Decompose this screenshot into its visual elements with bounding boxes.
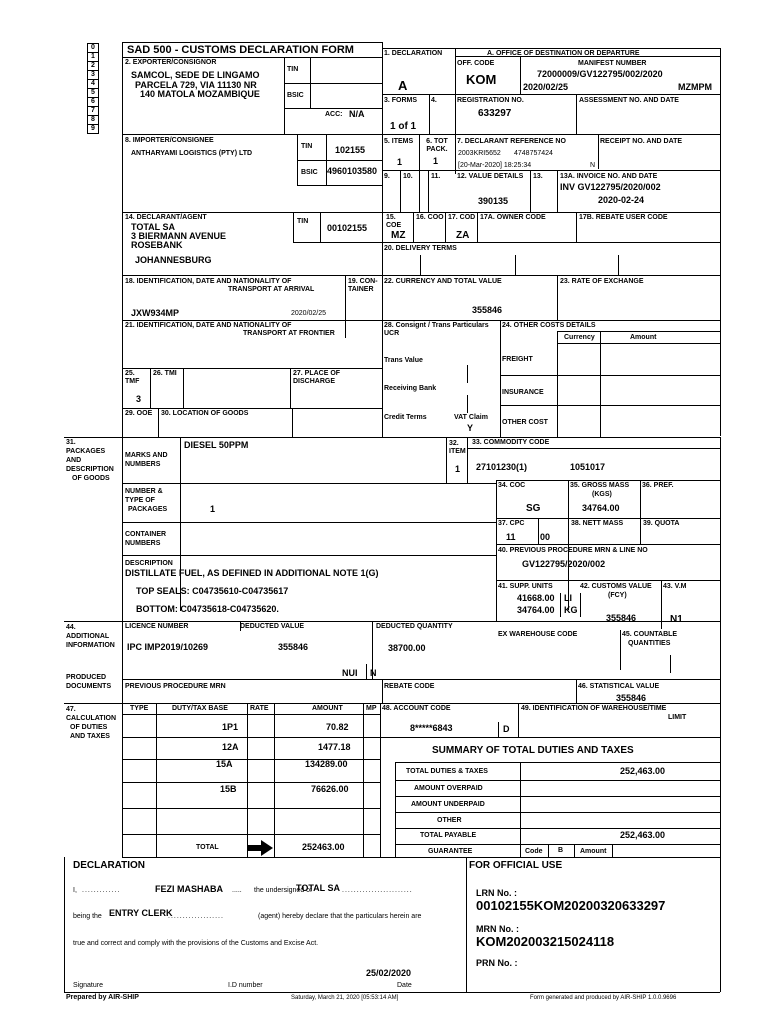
mzmpm-value: MZMPM — [678, 82, 712, 92]
supp-unit2-uom: KG — [564, 605, 578, 615]
supp-unit1: 41668.00 — [517, 593, 555, 603]
declarant-line3: ROSEBANK — [131, 240, 183, 250]
calc-total-value: 252463.00 — [302, 842, 345, 852]
calc-header-amount: AMOUNT — [312, 705, 343, 712]
desc-line3: BOTTOM: C04735618-C04735620. — [136, 604, 279, 614]
generated-by: Form generated and produced by AIR-SHIP 1.0.0.9696 — [530, 995, 677, 1001]
box23-label: 23. RATE OF EXCHANGE — [560, 278, 644, 285]
code-label: Code — [525, 848, 543, 855]
box19-label2: TAINER — [348, 286, 374, 293]
box41-label: 41. SUPP. UNITS — [498, 583, 553, 590]
importer-bsic-label: BSIC — [301, 169, 318, 176]
box28-label2: UCR — [384, 330, 400, 337]
reg-label: REGISTRATION NO. — [457, 97, 524, 104]
side-number: 9 — [87, 124, 99, 134]
insurance-label: INSURANCE — [502, 389, 544, 396]
items-value: 1 — [397, 157, 403, 167]
acc-label: ACC: — [325, 111, 343, 118]
box20-label: 20. DELIVERY TERMS — [384, 245, 457, 252]
box44-l1: 44. — [66, 624, 76, 631]
value-details: 390135 — [478, 196, 509, 206]
total-duties-value: 252,463.00 — [620, 766, 666, 776]
desc-label: DESCRIPTION — [125, 560, 173, 567]
declaration-i: I, — [73, 887, 77, 894]
box35-label2: (KGS) — [592, 491, 612, 498]
n-value: N — [370, 668, 377, 678]
ref3: [20-Mar-2020] 18:25:34 — [458, 162, 532, 169]
declaration-company: TOTAL SA — [296, 883, 341, 893]
supp-unit2: 34764.00 — [517, 605, 555, 615]
calc-header-type: TYPE — [130, 705, 149, 712]
produced-l2: DOCUMENTS — [66, 683, 112, 690]
nui-label: NUI — [342, 668, 358, 678]
calc-type: 12A — [222, 742, 239, 752]
arrow-right-icon — [247, 840, 273, 856]
importer-tin-label: TIN — [301, 143, 313, 150]
box4-label: 4. — [431, 97, 437, 104]
calc-amount: 70.82 — [326, 722, 349, 732]
box30-label: 30. LOCATION OF GOODS — [161, 410, 249, 417]
box17b-label: 17B. REBATE USER CODE — [579, 214, 668, 221]
ref1: 2003KRI5652 — [458, 150, 501, 157]
side-number: 6 — [87, 97, 99, 107]
calc-total-label: TOTAL — [196, 844, 219, 851]
side-number: 1 — [87, 52, 99, 62]
vat-claim-label: VAT Claim — [454, 414, 488, 421]
transport-arrival-date: 2020/02/25 — [291, 310, 327, 317]
overpaid-label: AMOUNT OVERPAID — [414, 785, 483, 792]
declarant-line2: 3 BIERMANN AVENUE — [131, 231, 227, 241]
box27-label2: DISCHARGE — [293, 378, 336, 385]
statistical-value: 355846 — [616, 693, 647, 703]
form-title: SAD 500 - CUSTOMS DECLARATION FORM — [127, 44, 354, 56]
receipt-label: RECEIPT NO. AND DATE — [600, 138, 683, 145]
box40-label: 40. PREVIOUS PROCEDURE MRN & LINE NO — [498, 547, 648, 554]
total-value: 355846 — [472, 305, 503, 315]
num-label2: TYPE OF — [125, 497, 155, 504]
side-number: 3 — [87, 70, 99, 80]
calc-type: 15B — [220, 784, 237, 794]
box39-label: 39. QUOTA — [643, 520, 680, 527]
box10-label: 10. — [403, 173, 413, 180]
box31-l5: OF GOODS — [72, 475, 110, 482]
date-label: Date — [397, 982, 412, 989]
box35-label1: 35. GROSS MASS — [570, 482, 630, 489]
tmf-value: 3 — [136, 394, 142, 404]
declaration-being: being the — [73, 913, 102, 920]
calc-type: 1P1 — [222, 722, 239, 732]
mrn-label: MRN No. : — [476, 924, 519, 934]
calc-amount: 76626.00 — [311, 784, 349, 794]
box44-l2: ADDITIONAL — [66, 633, 110, 640]
declaration-title: DECLARATION — [73, 860, 146, 871]
box22-label: 22. CURRENCY AND TOTAL VALUE — [384, 278, 502, 285]
transport-arrival-value: JXW934MP — [131, 308, 180, 318]
box16-label: 16. COO — [416, 214, 444, 221]
produced-l1: PRODUCED — [66, 674, 107, 681]
boxA-label: A. OFFICE OF DESTINATION OR DEPARTURE — [487, 50, 640, 57]
mrn-value: KOM202003215024118 — [476, 934, 615, 949]
calc-header-rate: RATE — [250, 705, 269, 712]
calc-amount: 1477.18 — [318, 742, 351, 752]
freight-label: FREIGHT — [502, 356, 533, 363]
assess-label: ASSESSMENT NO. AND DATE — [579, 97, 679, 104]
rebate-code-label: REBATE CODE — [384, 683, 435, 690]
official-title: FOR OFFICIAL USE — [469, 860, 563, 871]
vat-claim-value: Y — [467, 423, 474, 433]
num-label1: NUMBER & — [125, 488, 163, 495]
box44-l3: INFORMATION — [66, 642, 115, 649]
box13a-label: 13A. INVOICE NO. AND DATE — [560, 173, 658, 180]
box33-label: 33. COMMODITY CODE — [472, 439, 550, 446]
commodity-code2: 1051017 — [570, 462, 606, 472]
guarantee-label: GUARANTEE — [428, 848, 473, 855]
cod-value: ZA — [456, 230, 470, 241]
importer-tin-value: 102155 — [335, 145, 366, 155]
box32-label2: ITEM — [449, 448, 466, 455]
cpc-value2: 00 — [540, 532, 551, 542]
trans-value-label: Trans Value — [384, 357, 423, 364]
box49-label2: LIMIT — [668, 714, 687, 721]
declarant-line1: TOTAL SA — [131, 222, 176, 232]
code-value: B — [558, 847, 564, 854]
box29-label: 29. OOE — [125, 410, 153, 417]
declaration-undersigned: the undersigned of — [254, 887, 312, 894]
box7-label: 7. DECLARANT REFERENCE NO — [457, 138, 566, 145]
box21-label1: 21. IDENTIFICATION, DATE AND NATIONALITY OF — [125, 322, 292, 329]
ref2: 4748757424 — [514, 150, 553, 157]
off-code-label: OFF. CODE — [457, 60, 495, 67]
box1-label: 1. DECLARATION — [384, 50, 443, 57]
desc-line2: TOP SEALS: C04735610-C04735617 — [136, 586, 289, 596]
box5-label: 5. ITEMS — [384, 138, 414, 145]
box3-label: 3. FORMS — [384, 97, 418, 104]
deducted-qty: 38700.00 — [388, 643, 426, 653]
declaration-date: 25/02/2020 — [366, 968, 412, 978]
acc-value: N/A — [349, 109, 365, 119]
account-d: D — [503, 724, 510, 734]
declaration-agent-text: (agent) hereby declare that the particulars herein are — [258, 913, 422, 920]
side-number: 4 — [87, 79, 99, 89]
vm-value: N1 — [670, 614, 683, 625]
account-code: 8*****6843 — [410, 723, 453, 733]
summary-title: SUMMARY OF TOTAL DUTIES AND TAXES — [432, 745, 634, 756]
box42-label1: 42. CUSTOMS VALUE — [580, 583, 652, 590]
box47-l4: AND TAXES — [70, 733, 110, 740]
box31-l3: AND — [66, 457, 82, 464]
box47-l2: CALCULATION — [66, 715, 117, 722]
commodity-code: 27101230(1) — [476, 462, 528, 472]
amount-header: Amount — [630, 334, 657, 341]
invoice-no: INV GV122795/2020/002 — [560, 182, 661, 192]
desc-line1: DISTILLATE FUEL, AS DEFINED IN ADDITIONAL NOTE 1(G) — [125, 568, 379, 578]
manifest-label: MANIFEST NUMBER — [578, 60, 647, 67]
cont-label1: CONTAINER — [125, 531, 167, 538]
box45-label1: 45. COUNTABLE — [622, 631, 678, 638]
pack-value: 1 — [433, 156, 439, 166]
importer-bsic-value: 4960103580 — [327, 166, 378, 176]
box31-l2: PACKAGES — [66, 448, 106, 455]
box32-label1: 32. — [449, 440, 459, 447]
receiving-bank-label: Receiving Bank — [384, 385, 437, 392]
calc-type: 15A — [216, 759, 233, 769]
payable-value: 252,463.00 — [620, 830, 666, 840]
payable-label: TOTAL PAYABLE — [420, 832, 477, 839]
supp-unit1-uom: LI — [564, 593, 572, 603]
declaration-role: ENTRY CLERK — [109, 908, 173, 918]
cont-label2: NUMBERS — [125, 540, 161, 547]
prev-proc-value: GV122795/2020/002 — [522, 559, 606, 569]
declaration-dots1: ............. — [82, 887, 121, 894]
deducted-qty-label: DEDUCTED QUANTITY — [376, 623, 453, 630]
box46-label: 46. STATISTICAL VALUE — [578, 683, 660, 690]
box13-label: 13. — [533, 173, 543, 180]
box49-label1: 49. IDENTIFICATION OF WAREHOUSE/TIME — [521, 705, 667, 712]
calc-amount: 134289.00 — [305, 759, 348, 769]
marks-value: DIESEL 50PPM — [184, 440, 249, 450]
box11-label: 11. — [431, 173, 441, 180]
box31-l4: DESCRIPTION — [66, 466, 114, 473]
box38-label: 38. NETT MASS — [571, 520, 624, 527]
licence-value: IPC IMP2019/10269 — [127, 642, 209, 652]
deducted-value-label: DEDUCTED VALUE — [240, 623, 305, 630]
other-label: OTHER — [437, 817, 462, 824]
off-code-value: KOM — [466, 72, 497, 87]
credit-terms-label: Credit Terms — [384, 414, 427, 421]
deducted-value: 355846 — [278, 642, 309, 652]
box8-label: 8. IMPORTER/CONSIGNEE — [125, 137, 214, 144]
box18-label1: 18. IDENTIFICATION, DATE AND NATIONALITY OF — [125, 278, 292, 285]
gross-mass: 34764.00 — [582, 503, 620, 513]
ref4: N — [590, 162, 596, 169]
marks-label2: NUMBERS — [125, 461, 161, 468]
prev-mrn-label: PREVIOUS PROCEDURE MRN — [125, 683, 226, 690]
box43-label: 43. V.M — [663, 583, 687, 590]
exporter-tin-label: TIN — [287, 66, 299, 73]
item-value: 1 — [455, 464, 461, 474]
prepared-by: Prepared by AIR-SHIP — [66, 994, 139, 1001]
box47-l1: 47. — [66, 706, 76, 713]
box31-l1: 31. — [66, 439, 76, 446]
marks-label1: MARKS AND — [125, 452, 168, 459]
declarant-tin-value: 00102155 — [327, 223, 368, 233]
box26-label: 26. TMI — [153, 370, 177, 377]
coc-value: SG — [526, 503, 541, 514]
exporter-line1: SAMCOL, SEDE DE LINGAMO — [131, 70, 260, 80]
currency-header: Currency — [564, 334, 595, 341]
exporter-line3: 140 MATOLA MOZAMBIQUE — [140, 89, 260, 99]
box14-label: 14. DECLARANT/AGENT — [125, 214, 207, 221]
prn-label: PRN No. : — [476, 958, 518, 968]
reg-value: 633297 — [478, 108, 512, 119]
box6-label: 6. TOT PACK. — [426, 138, 448, 153]
calc-header-base: DUTY/TAX BASE — [172, 705, 228, 712]
box37-label: 37. CPC — [498, 520, 525, 527]
guarantee-amount-label: Amount — [580, 848, 607, 855]
declarant-tin-label: TIN — [297, 218, 309, 225]
box17-label: 17. COD — [448, 214, 476, 221]
ex-warehouse-label: EX WAREHOUSE CODE — [498, 631, 578, 638]
box15-label: 15. COE — [386, 214, 402, 229]
box34-label: 34. COC — [498, 482, 526, 489]
signature-label: Signature — [73, 982, 103, 989]
exporter-bsic-label: BSIC — [287, 92, 304, 99]
calc-header-mp: MP — [366, 705, 377, 712]
box47-l3: OF DUTIES — [70, 724, 108, 731]
declaration-dots3: ........................ — [342, 887, 413, 894]
side-number: 8 — [87, 115, 99, 125]
underpaid-label: AMOUNT UNDERPAID — [411, 801, 485, 808]
side-number: 5 — [87, 88, 99, 98]
manifest-value: 72000009/GV122795/002/2020 — [537, 69, 663, 79]
invoice-date: 2020-02-24 — [598, 195, 645, 205]
box12-label: 12. VALUE DETAILS — [457, 173, 524, 180]
box27-label1: 27. PLACE OF — [293, 370, 341, 377]
declaration-true-text: true and correct and comply with the provisions of the Customs and Excise Act. — [73, 940, 319, 947]
declarant-line4: JOHANNESBURG — [135, 255, 212, 265]
box48-label: 48. ACCOUNT CODE — [382, 705, 451, 712]
side-number: 2 — [87, 61, 99, 71]
declaration-name: FEZI MASHABA — [155, 884, 223, 894]
box45-label2: QUANTITIES — [628, 640, 671, 647]
box1-value: A — [398, 78, 408, 93]
box2-label: 2. EXPORTER/CONSIGNOR — [125, 59, 217, 66]
box9-label: 9. — [384, 173, 390, 180]
coe-value: MZ — [391, 230, 406, 241]
box19-label1: 19. CON- — [348, 278, 378, 285]
lrn-label: LRN No. : — [476, 888, 517, 898]
box36-label: 36. PREF. — [642, 482, 674, 489]
side-number: 7 — [87, 106, 99, 116]
importer-name: ANTHARYAMI LOGISTICS (PTY) LTD — [131, 150, 253, 157]
box21-label2: TRANSPORT AT FRONTIER — [243, 330, 335, 337]
manifest-date: 2020/02/25 — [523, 82, 569, 92]
other-cost-label: OTHER COST — [502, 419, 548, 426]
box24-label: 24. OTHER COSTS DETAILS — [502, 322, 596, 329]
box28-label1: 28. Consignt / Trans Particulars — [384, 322, 489, 329]
timestamp: Saturday, March 21, 2020 [05:53:14 AM] — [291, 995, 399, 1001]
total-duties-label: TOTAL DUTIES & TAXES — [406, 768, 488, 775]
licence-label: LICENCE NUMBER — [125, 623, 189, 630]
box42-label2: (FCY) — [608, 592, 627, 599]
side-number: 0 — [87, 43, 99, 53]
id-number-label: I.D number — [228, 982, 263, 989]
declaration-dots2: ..... — [232, 887, 242, 894]
box25-label: 25. TMF — [125, 370, 140, 385]
customs-value: 355846 — [606, 613, 637, 623]
cpc-value1: 11 — [506, 532, 516, 542]
forms-value: 1 of 1 — [390, 121, 417, 132]
declaration-dots4: ................... — [168, 913, 224, 920]
lrn-value: 00102155KOM20200320633297 — [476, 898, 666, 913]
num-value: 1 — [210, 504, 216, 514]
exporter-line2: PARCELA 729, VIA 11130 NR — [135, 80, 257, 90]
box17a-label: 17A. OWNER CODE — [480, 214, 546, 221]
box18-label2: TRANSPORT AT ARRIVAL — [228, 286, 315, 293]
num-label3: PACKAGES — [128, 506, 168, 513]
